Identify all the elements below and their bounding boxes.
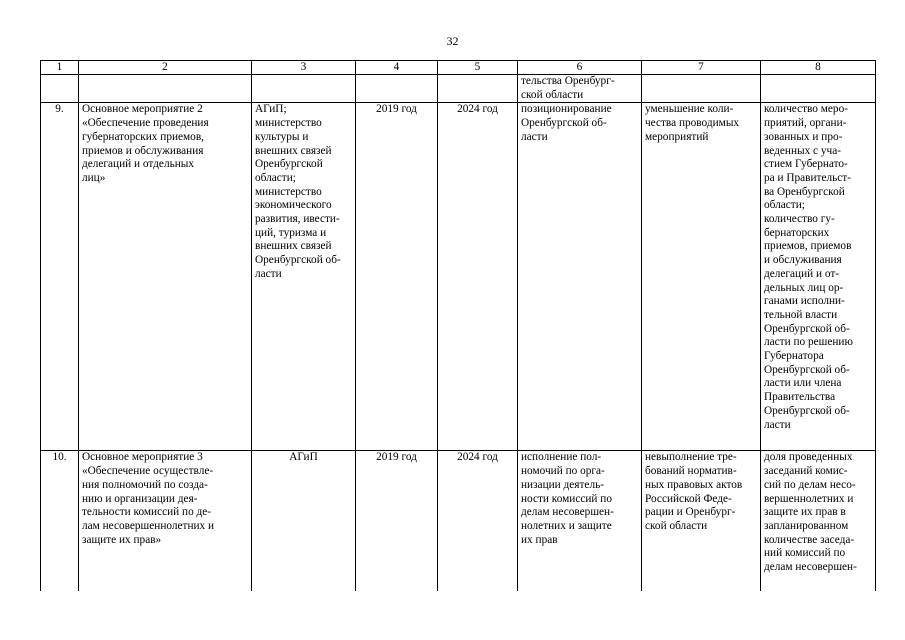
col-header-6: 6: [518, 61, 642, 75]
col-header-8: 8: [761, 61, 876, 75]
column-number-row: [41, 61, 876, 75]
col-header-4: 4: [356, 61, 438, 75]
indicator: количество меро- приятий, органи- зованных и про- веденных с уча- стием Губернато- ра и Правительст- ва Оренбургской области; количество гу- бернаторских приемов, приемов и обслуживания делегаций и от- дельных лиц ор- ганами исполни- тельной власти Оренбургской об- ласти по решению Губернатора Оренбургской об- ласти или члена Правительства Оренбургской об- ласти: [761, 103, 876, 451]
start-year: 2019 год: [356, 103, 438, 451]
page-number: 32: [446, 34, 459, 48]
executor: АГиП: [252, 451, 356, 592]
expected-result: позиционирование Оренбургской об- ласти: [518, 103, 642, 451]
continuation-row: [41, 75, 876, 103]
cont-cell-2: [79, 75, 252, 103]
cont-cell-result: тельства Оренбург- ской области: [518, 75, 642, 103]
col-header-2: 2: [79, 61, 252, 75]
row-number: 9.: [41, 103, 79, 451]
start-year: 2019 год: [356, 451, 438, 592]
col-header-3: 3: [252, 61, 356, 75]
executor: АГиП; министерство культуры и внешних связей Оренбургской области; министерство экономического развития, ивести- ций, туризма и внешних связей Оренбургской об- ласти: [252, 103, 356, 451]
indicator: доля проведенных заседаний комис- сий по делам несо- вершеннолетних и защите их прав в запланированном количестве заседа- ний комиссий по делам несовершен-: [761, 451, 876, 592]
cont-cell-5: [438, 75, 518, 103]
cont-cell-3: [252, 75, 356, 103]
consequences: невыполнение тре- бований норматив- ных правовых актов Российской Феде- рации и Оренбург- ской области: [642, 451, 761, 592]
expected-result: исполнение пол- номочий по орга- низации деятель- ности комиссий по делам несовершен- нолетних и защите их прав: [518, 451, 642, 592]
measure-name: Основное мероприятие 2 «Обеспечение проведения губернаторских приемов, приемов и обслуживания делегаций и отдельных лиц»: [79, 103, 252, 451]
col-header-7: 7: [642, 61, 761, 75]
cont-cell-4: [356, 75, 438, 103]
measure-name: Основное мероприятие 3 «Обеспечение осуществле- ния полномочий по созда- нию и организации дея- тельности комиссий по де- лам несовершеннолетних и защите их прав»: [79, 451, 252, 592]
cont-cell-1: [41, 75, 79, 103]
end-year: 2024 год: [438, 103, 518, 451]
end-year: 2024 год: [438, 451, 518, 592]
col-header-5: 5: [438, 61, 518, 75]
measures-table: [40, 60, 876, 591]
cont-cell-7: [642, 75, 761, 103]
table-row: [41, 103, 876, 451]
col-header-1: 1: [41, 61, 79, 75]
consequences: уменьшение коли- чества проводимых мероприятий: [642, 103, 761, 451]
table-row: [41, 451, 876, 592]
cont-cell-8: [761, 75, 876, 103]
row-number: 10.: [41, 451, 79, 592]
